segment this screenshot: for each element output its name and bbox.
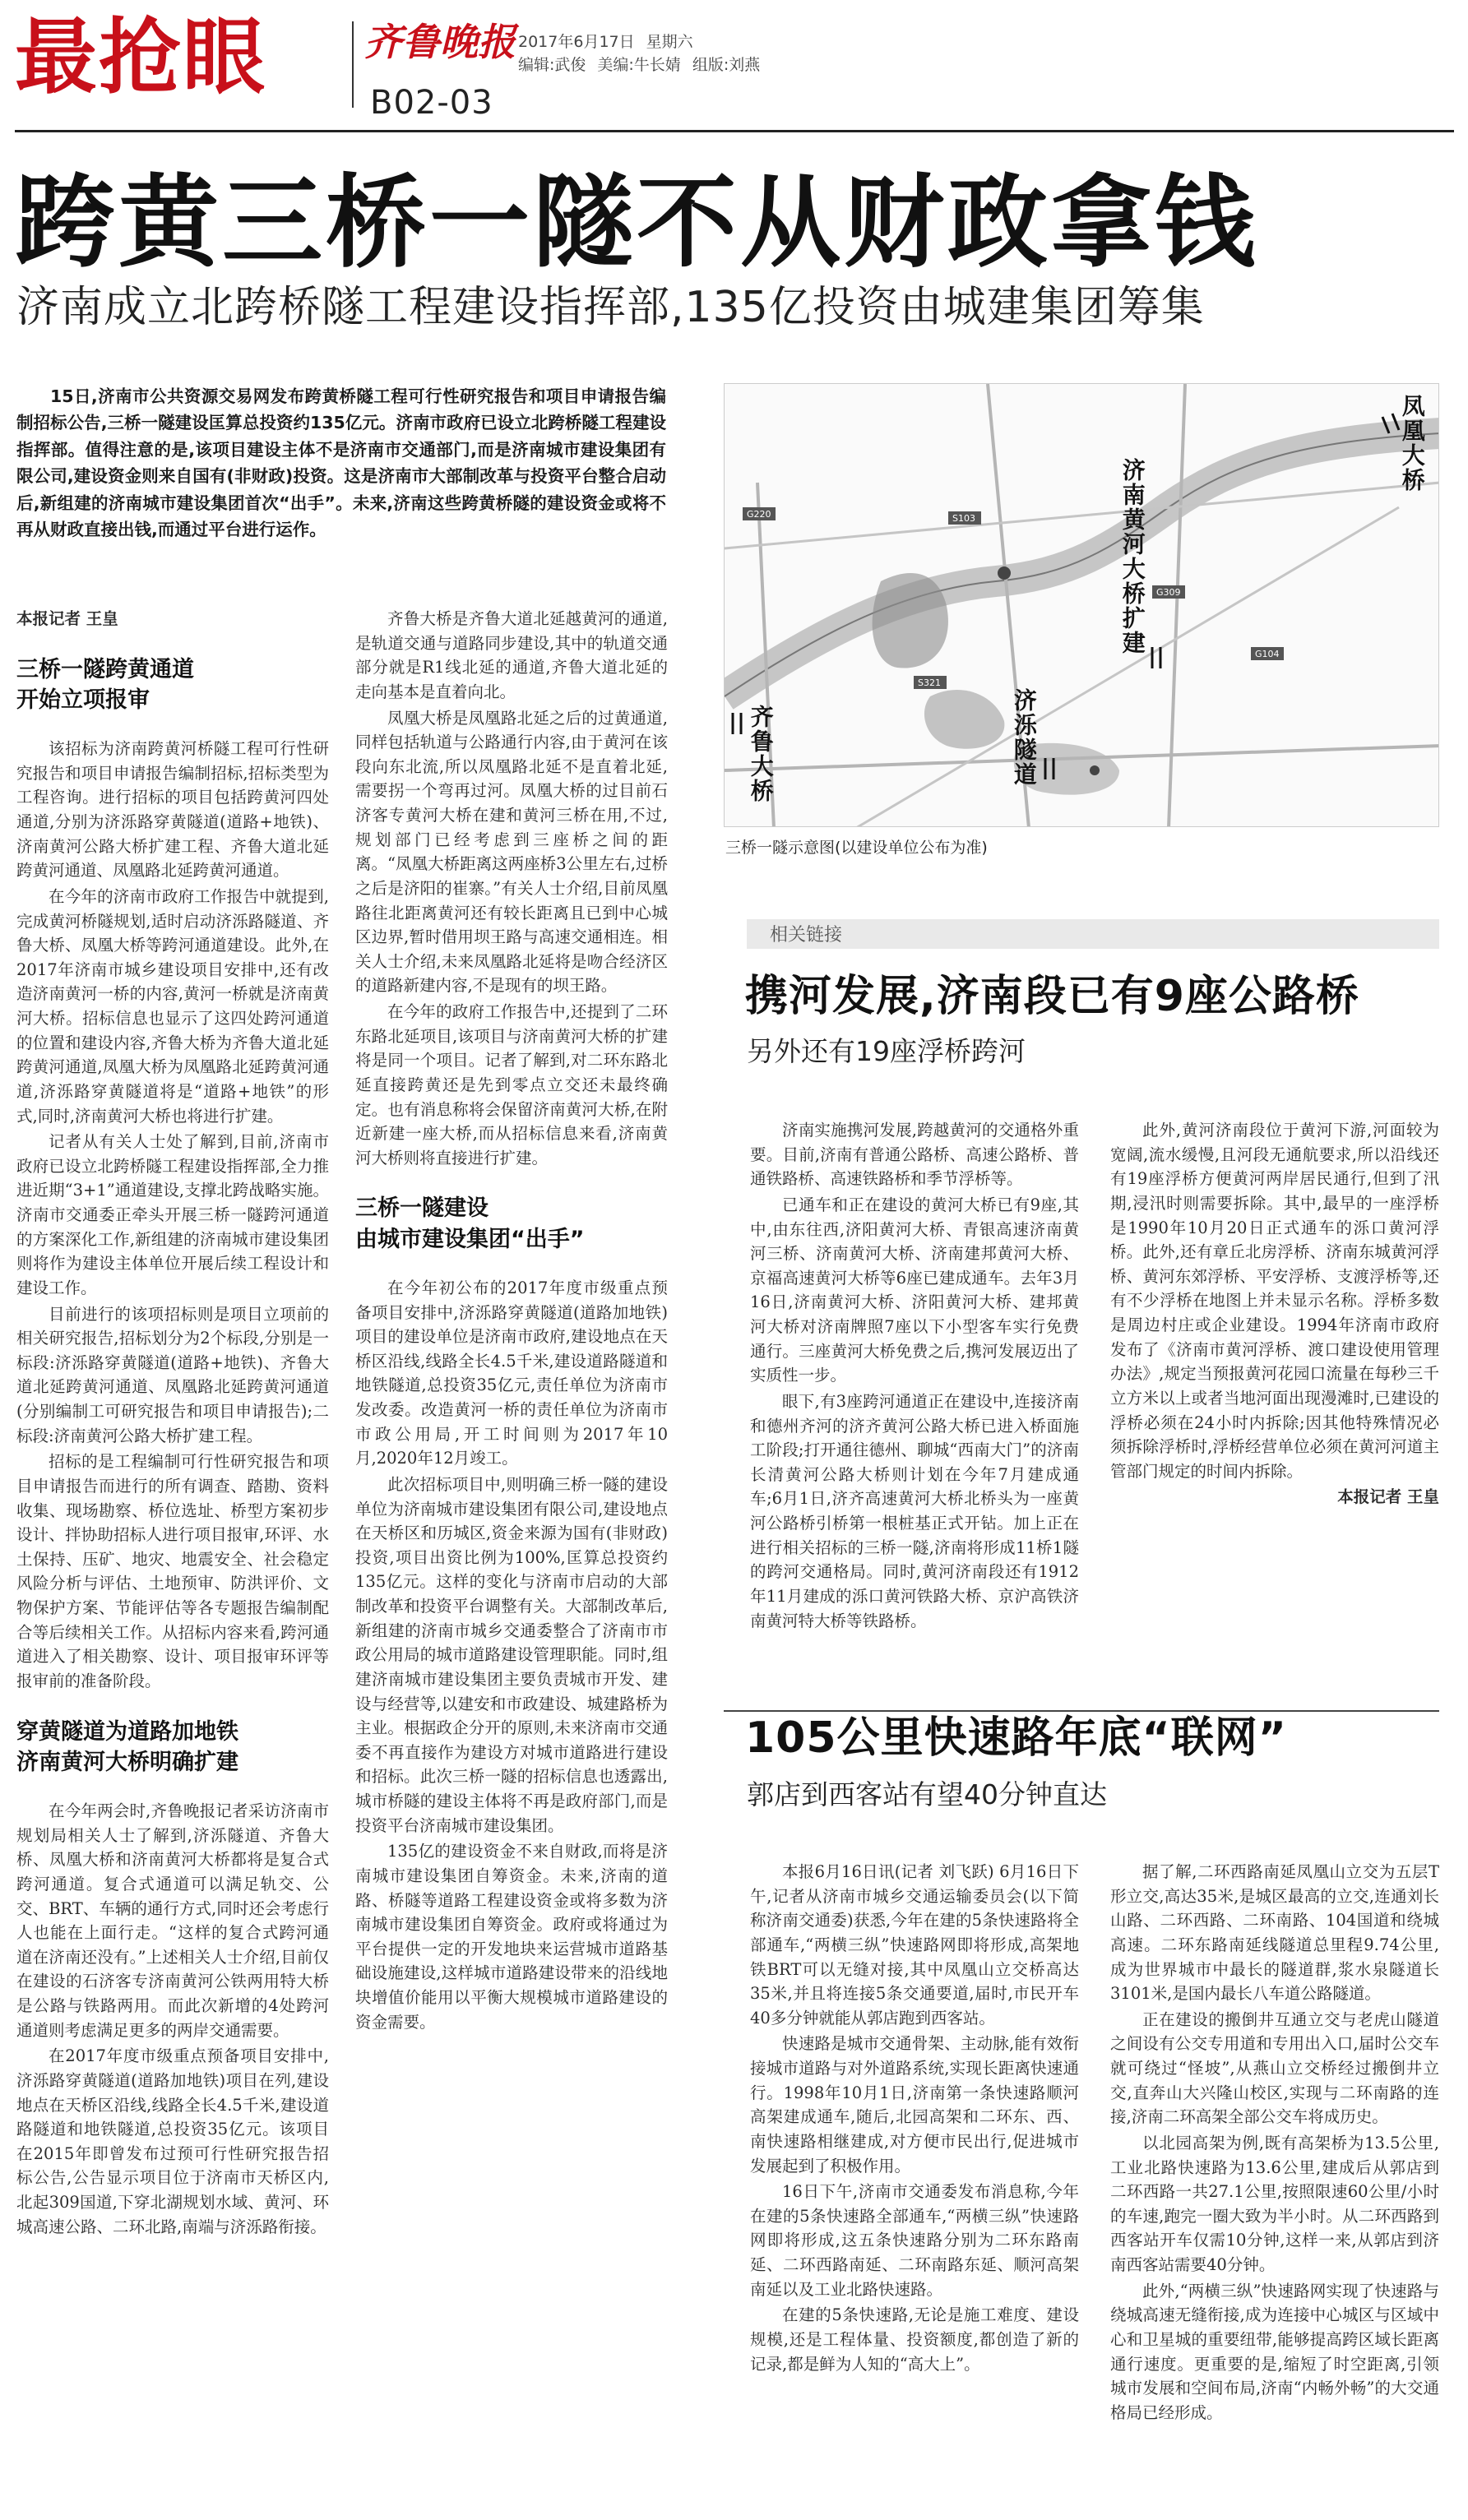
related-paragraph: 眼下,有3座跨河通道正在建设中,连接济南和德州齐河的济齐黄河公路大桥已进入桥面施工阶段;打开通往德州、聊城“西南大门”的济南长清黄河公路大桥则计划在今年7月建成通车;6月1日,济齐高速黄河大桥北桥头为一座黄河公路桥引桥第一根桩基正式开钻。加上正在进行相关招标的三桥一隧,济南将形成11桥1隧的跨河交通格局。同时,黄河济南段还有1912年11月建成的泺口黄河铁路大桥、京沪高铁济南黄河特大桥等铁路桥。 [750,1391,1079,1630]
second-paragraph: 正在建设的搬倒井互通立交与老虎山隧道之间设有公交专用道和专用出入口,届时公交车就可绕过“怪坡”,从燕山立交桥经过搬倒井立交,直奔山大兴隆山校区,实现与二环南路的连接,济南二环高架全部公交车将成历史。 [1110,2009,1439,2127]
related-column-2 [1110,1118,1439,1685]
page-number: B02-03 [370,84,493,122]
road-label: G220 [747,509,771,520]
bridge-tunnel-map [724,383,1439,827]
main-subhead: 济南成立北跨桥隧工程建设指挥部,135亿投资由城建集团筹集 [16,283,1205,332]
issue-weekday: 星期六 [646,33,693,51]
lead-paragraph: 15日,济南市公共资源交易网发布跨黄桥隧工程可行性研究报告和项目申请报告编制招标公告,三桥一隧建设匡算总投资约135亿元。济南市政府已设立北跨桥隧工程建设指挥部。值得注意的是,该项目建设主体不是济南市交通部门,而是济南城市建设集团有限公司,建设资金则来自国有(非财政)投资。这是济南市大部制改革与投资平台整合启动后,新组建的济南城市建设集团首次“出手”。未来,济南这些跨黄桥隧的建设资金或将不再从财政直接出钱,而通过平台进行运作。 [16,386,666,539]
article-paragraph: 在今年初公布的2017年度市级重点预备项目安排中,济泺路穿黄隧道(道路加地铁)项目的建设单位是济南市政府,建设地点在天桥区沿线,线路全长4.5千米,建设道路隧道和地铁隧道,总投资35亿元,责任单位为济南市发改委。改造黄河一桥的责任单位为济南市市政公用局,开工时间则为2017年10月,2020年12月竣工。 [355,1278,668,1468]
map-label-jiluo: 济泺隧道 [1010,688,1038,787]
article-paragraph: 在2017年度市级重点预备项目安排中,济泺路穿黄隧道(道路加地铁)项目在列,建设地点在天桥区沿线,线路全长4.5千米,建设道路隧道和地铁隧道,总投资35亿元。该项目在2015年即曾发布过预可行性研究报告招标公告,公告显示项目位于济南市天桥区内,北起309国道,下穿北湖规划水域、黄河、环城高速公路、二环北路,南端与济泺路衔接。 [16,2046,329,2236]
article-subtitle-2: 穿黄隧道为道路加地铁 济南黄河大桥明确扩建 [16,1718,238,1775]
article-paragraph: 135亿的建设资金不来自财政,而将是济南城市建设集团自筹资金。未来,济南的道路、桥隧等道路工程建设资金或将多数为济南城市建设集团自筹资金。政府或将通过为平台提供一定的开发地块来运营城市道路基础设施建设,这样城市道路建设带来的沿线地块增值价能用以平衡大规模城市道路建设的资金需要。 [355,1842,668,2032]
map-label-yellow-river-bridge: 济南黄河大桥扩建 [1118,458,1146,655]
article-paragraph: 凤凰大桥是凤凰路北延之后的过黄通道,同样包括轨道与公路通行内容,由于黄河在该段向东北流,所以凤凰路北延不是直着北延,需要拐一个弯再过河。凤凰大桥的过目前石济客专黄河大桥在建和黄河三桥在用,不过,规划部门已经考虑到三座桥之间的距离。“凤凰大桥距离这两座桥3公里左右,过桥之后是济阳的崔寨。”有关人士介绍,目前凤凰路往北距离黄河还有较长距离且已到中心城区边界,暂时借用坝王路与高速交通相连。相关人士介绍,未来凤凰路北延将是吻合经济区的道路新建内容,不是现有的坝王路。 [355,708,668,996]
road-label: S321 [918,677,941,688]
map-label-qilu: 齐鲁大桥 [747,705,775,803]
newspaper-logo: 齐鲁晚报 [364,20,516,64]
section-rule [724,1710,1439,1712]
article-byline: 本报记者 王皇 [16,609,118,628]
second-headline: 105公里快速路年底“联网” [745,1713,1287,1763]
related-byline: 本报记者 王皇 [1337,1487,1439,1507]
second-subhead: 郭店到西客站有望40分钟直达 [747,1778,1107,1810]
second-column-1 [750,1860,1079,2509]
second-paragraph: 快速路是城市交通骨架、主动脉,能有效衔接城市道路与对外道路系统,实现长距离快速通行。1998年10月1日,济南第一条快速路顺河高架建成通车,随后,北园高架和二环东、西、南快速路相继建成,对方便市民出行,促进城市发展起到了积极作用。 [750,2034,1079,2176]
article-paragraph: 目前进行的该项招标则是项目立项前的相关研究报告,招标划分为2个标段,分别是一标段:济泺路穿黄隧道(道路+地铁)、齐鲁大道北延跨黄河通道、凤凰路北延跨黄河通道(分别编制工可研究报告和项目申请报告);二标段:济南黄河公路大桥扩建工程。 [16,1304,329,1445]
related-subhead: 另外还有19座浮桥跨河 [747,1035,1026,1067]
second-paragraph: 以北园高架为例,既有高架桥为13.5公里,工业北路快速路为13.6公里,建成后从郭店到二环西路一共27.1公里,按照限速60公里/小时的车速,跑完一圈大致为半小时。从二环西路到西客站开车仅需10分钟,这样一来,从郭店到济南西客站需要40分钟。 [1110,2133,1439,2274]
related-headline: 携河发展,济南段已有9座公路桥 [745,972,1359,1021]
map-label-fenghuang: 凤凰大桥 [1398,394,1426,492]
designer-credit: 美编:牛长婧 [597,55,681,74]
related-bar [747,919,1439,949]
related-label: 相关链接 [770,925,843,946]
masthead-rule [15,130,1454,132]
article-subtitle-1: 三桥一隧跨黄通道 开始立项报审 [16,656,194,713]
article-column-2 [355,607,668,2506]
article-paragraph: 招标的是工程编制可行性研究报告和项目申请报告而进行的所有调查、踏勘、资料收集、现场勘察、桥位选址、桥型方案初步设计、拌协助招标人进行项目报审,环评、水土保持、压矿、地灾、地震安全、社会稳定风险分析与评估、土地预审、防洪评价、文物保护方案、节能评估等各专题报告编制配合等后续相关工作。从招标内容来看,跨河通道进入了相关勘察、设计、项目报审环评等报审前的准备阶段。 [16,1452,329,1690]
section-title: 最抢眼 [15,9,266,105]
article-paragraph: 此次招标项目中,则明确三桥一隧的建设单位为济南城市建设集团有限公司,建设地点在天桥区和历城区,资金来源为国有(非财政)投资,项目出资比例为100%,匡算总投资约135亿元。这样的变化与济南市启动的大部制改革和投资平台调整有关。大部制改革后,新组建的济南市城乡交通委整合了济南市市政公用局的城市道路建设管理职能。同时,组建济南城市建设集团主要负责城市开发、建设与经营等,以建安和市政建设、城建路桥为主业。根据政企分开的原则,未来济南市交通委不再直接作为建设方对城市道路进行建设和招标。此次三桥一隧的招标信息也透露出,城市桥隧的建设主体将不再是政府部门,而是投资平台济南城市建设集团。 [355,1474,668,1835]
map-caption: 三桥一隧示意图(以建设单位公布为准) [725,839,988,857]
main-headline: 跨黄三桥一隧不从财政拿钱 [15,164,1258,281]
layout-credit: 组版:刘燕 [692,55,761,74]
second-paragraph: 本报6月16日讯(记者 刘飞跃) 6月16日下午,记者从济南市城乡交通运输委员会(以下简称济南交通委)获悉,今年在建的5条快速路将全部通车,“两横三纵”快速路网即将形成,高架地铁BRT可以无缝对接,其中凤凰山立交桥高达35米,并且将连接5条交通要道,届时,市民开车40多分钟就能从郭店跑到西客站。 [750,1862,1079,2028]
road-label: G309 [1156,587,1181,598]
second-paragraph: 在建的5条快速路,无论是施工难度、建设规模,还是工程体量、投资额度,都创造了新的记录,都是鲜为人知的“高大上”。 [750,2305,1079,2374]
related-paragraph: 此外,黄河济南段位于黄河下游,河面较为宽阔,流水缓慢,且河段无通航要求,所以沿线还有19座浮桥方便黄河两岸居民通行,但到了汛期,浸汛时则需要拆除。其中,最早的一座浮桥是1990年10月20日正式通车的泺口黄河浮桥。此外,还有章丘北房浮桥、济南东城黄河浮桥、黄河东郊浮桥、平安浮桥、支渡浮桥等,还有不少浮桥在地图上并未显示名称。浮桥多数是周边村庄或企业建设。1994年济南市政府发布了《济南市黄河浮桥、渡口建设使用管理办法》,规定当预报黄河花园口流量在每秒三千立方米以上或者当地河面出现漫滩时,已建设的浮桥必须在24小时内拆除;因其他特殊情况必须拆除浮桥时,浮桥经营单位必须在黄河河道主管部门规定的时间内拆除。 [1110,1121,1439,1481]
related-paragraph: 济南实施携河发展,跨越黄河的交通格外重要。目前,济南有普通公路桥、高速公路桥、普通铁路桥、高速铁路桥和季节浮桥等。 [750,1121,1079,1189]
road-label: G104 [1255,649,1280,659]
masthead-divider [352,21,354,108]
article-paragraph: 在今年的济南市政府工作报告中就提到,完成黄河桥隧规划,适时启动济泺路隧道、齐鲁大桥、凤凰大桥等跨河通道建设。此外,在2017年济南市城乡建设项目安排中,还有改造济南黄河一桥的内容,黄河一桥就是济南黄河大桥。招标信息也显示了这四处跨河通道的位置和建设内容,齐鲁大桥为齐鲁大道北延跨黄河通道,凤凰大桥为凤凰路北延跨黄河通道,济泺路穿黄隧道将是“道路+地铁”的形式,同时,济南黄河大桥也将进行扩建。 [16,886,329,1126]
second-column-2 [1110,1860,1439,2509]
article-paragraph: 记者从有关人士处了解到,目前,济南市政府已设立北跨桥隧工程建设指挥部,全力推进近期“3+1”通道建设,支撑北跨战略实施。济南市交通委正牵头开展三桥一隧跨河通道的方案深化工作,新组建的济南城市建设集团则将作为建设主体单位开展后续工程设计和建设工作。 [16,1132,329,1297]
map-graphic [725,384,1439,827]
article-paragraph: 在今年的政府工作报告中,还提到了二环东路北延项目,该项目与济南黄河大桥的扩建将是同一个项目。记者了解到,对二环东路北延直接跨黄还是先到零点立交还未最终确定。也有消息称将会保留济南黄河大桥,在附近新建一座大桥,而从招标信息来看,济南黄河大桥则将直接进行扩建。 [355,1002,668,1168]
article-subtitle-3: 三桥一隧建设 由城市建设集团“出手” [355,1195,585,1252]
road-label: S103 [952,513,975,524]
related-paragraph: 已通车和正在建设的黄河大桥已有9座,其中,由东往西,济阳黄河大桥、青银高速济南黄河三桥、济南黄河大桥、济南建邦黄河大桥、京福高速黄河大桥等6座已建成通车。去年3月16日,济南黄河大桥、济阳黄河大桥、建邦黄河大桥对济南牌照7座以下小型客车实行免费通行。三座黄河大桥免费之后,携河发展迈出了实质性一步。 [750,1195,1079,1385]
second-paragraph: 此外,“两横三纵”快速路网实现了快速路与绕城高速无缝衔接,成为连接中心城区与区域中心和卫星城的重要纽带,能够提高跨区域长距离通行速度。更重要的是,缩短了时空距离,引领城市发展和空间布局,济南“内畅外畅”的大交通格局已经形成。 [1110,2281,1439,2422]
article-paragraph: 齐鲁大桥是齐鲁大道北延越黄河的通道,是轨道交通与道路同步建设,其中的轨道交通部分就是R1线北延的通道,齐鲁大道北延的走向基本是直着向北。 [355,609,668,701]
masthead-meta [518,31,771,76]
related-column-1 [750,1118,1079,1685]
article-paragraph: 在今年两会时,齐鲁晚报记者采访济南市规划局相关人士了解到,济泺隧道、齐鲁大桥、凤凰大桥和济南黄河大桥都将是复合式跨河通道。复合式通道可以满足轨交、公交、BRT、车辆的通行方式,同时还会考虑行人也能在上面行走。“这样的复合式跨河通道在济南还没有。”上述相关人士介绍,目前仅在建设的石济客专济南黄河公铁两用特大桥是公路与铁路两用。而此次新增的4处跨河通道则考虑满足更多的两岸交通需要。 [16,1801,329,2040]
second-paragraph: 据了解,二环西路南延凤凰山立交为五层T形立交,高达35米,是城区最高的立交,连通刘长山路、二环西路、二环南路、104国道和绕城高速。二环东路南延线隧道总里程9.74公里,成为世界城市中最长的隧道群,浆水泉隧道长3101米,是国内最长八车道公路隧道。 [1110,1862,1439,2004]
article-column-1 [16,607,329,2506]
second-paragraph: 16日下午,济南市交通委发布消息称,今年在建的5条快速路全部通车,“两横三纵”快速路网即将形成,这五条快速路分别为二环东路南延、二环西路南延、二环南路东延、顺河高架南延以及工业北路快速路。 [750,2182,1079,2299]
issue-date: 2017年6月17日 [518,33,635,51]
editor-credit: 编辑:武俊 [518,55,586,74]
masthead [15,7,1454,130]
article-paragraph: 该招标为济南跨黄河桥隧工程可行性研究报告和项目申请报告编制招标,招标类型为工程咨询。进行招标的项目包括跨黄河四处通道,分别为济泺路穿黄隧道(道路+地铁)、济南黄河公路大桥扩建工程、齐鲁大道北延跨黄河通道、凤凰路北延跨黄河通道。 [16,739,329,881]
